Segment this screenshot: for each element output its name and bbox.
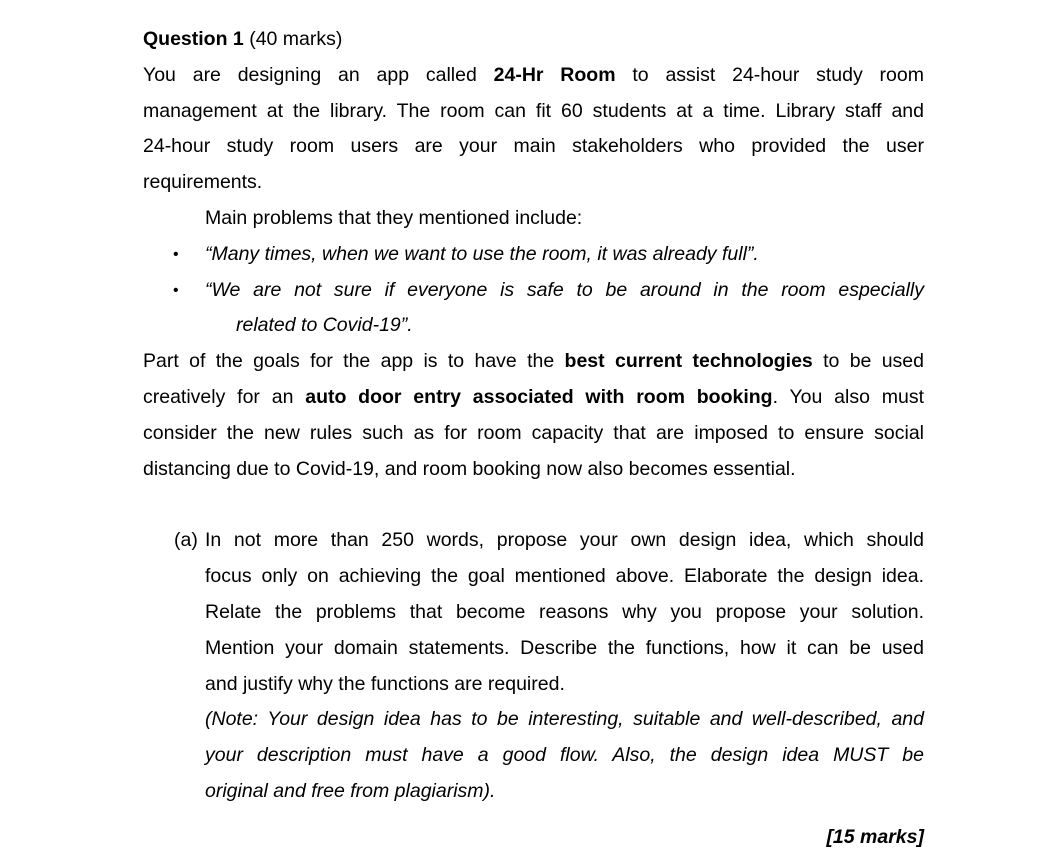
problem-quote: “We are not sure if everyone is safe to be around in the room especially <box>205 278 924 301</box>
intro-line-4: requirements. <box>143 171 263 194</box>
goals-emphasis: best current technologies <box>564 350 813 373</box>
note-text: original and free from plagiarism). <box>205 779 496 802</box>
part-a-text: Relate the problems that become reasons why you propose your solution. <box>205 600 924 623</box>
goals-emphasis: auto door entry associated with room booking <box>305 385 773 408</box>
bullet-icon: • <box>173 281 179 299</box>
goals-line-4: distancing due to Covid-19, and room booking now also becomes essential. <box>143 457 796 480</box>
intro-line-2: management at the library. The room can fit 60 students at a time. Library staff and <box>143 99 924 122</box>
part-a-label: (a) <box>174 529 198 552</box>
goals-line-2 <box>143 380 924 416</box>
spacer <box>143 487 924 523</box>
problem-bullet-1 <box>143 237 924 273</box>
part-a-line-1 <box>143 523 924 559</box>
note-line-3 <box>143 774 924 810</box>
problems-heading: Main problems that they mentioned include: <box>205 206 583 229</box>
question-total-marks: (40 marks) <box>243 28 343 50</box>
app-name: 24-Hr Room <box>493 63 616 86</box>
goals-text: Part of the goals for the app is to have the <box>143 350 565 373</box>
part-a-text: and justify why the functions are required. <box>205 672 565 695</box>
problem-bullet-2 <box>143 273 924 309</box>
part-a-text: focus only on achieving the goal mentioned above. Elaborate the design idea. <box>205 565 924 588</box>
goals-text: creatively for an <box>143 385 306 408</box>
intro-line-1 <box>143 58 924 94</box>
part-a-line-5 <box>143 667 924 703</box>
intro-text: to assist 24-hour study room <box>615 63 924 86</box>
part-a-marks: [15 marks] <box>826 825 924 848</box>
question-heading <box>143 22 924 58</box>
goals-text: . You also must <box>772 385 924 408</box>
question-document <box>143 22 924 856</box>
problem-bullet-2-continued: related to Covid-19”. <box>236 314 413 337</box>
part-a-line-3 <box>143 595 924 631</box>
goals-text: to be used <box>812 350 924 373</box>
note-text: your description must have a good flow. Also, the design idea MUST be <box>205 744 924 767</box>
intro-text: You are designing an app called <box>143 63 494 86</box>
note-line-2 <box>143 738 924 774</box>
part-a-line-2 <box>143 559 924 595</box>
question-title: Question 1 <box>143 28 244 50</box>
note-line-1 <box>143 702 924 738</box>
part-a-text: Mention your domain statements. Describe the functions, how it can be used <box>205 636 924 659</box>
part-a-text: In not more than 250 words, propose your own design idea, which should <box>205 529 924 552</box>
part-a-line-4 <box>143 631 924 667</box>
problem-quote: “Many times, when we want to use the room, it was already full”. <box>205 242 759 265</box>
note-text: (Note: Your design idea has to be interesting, suitable and well-described, and <box>205 708 924 731</box>
intro-line-3: 24-hour study room users are your main stakeholders who provided the user <box>143 135 924 158</box>
bullet-icon: • <box>173 245 179 263</box>
goals-line-1 <box>143 344 924 380</box>
goals-line-3: consider the new rules such as for room capacity that are imposed to ensure social <box>143 421 924 444</box>
